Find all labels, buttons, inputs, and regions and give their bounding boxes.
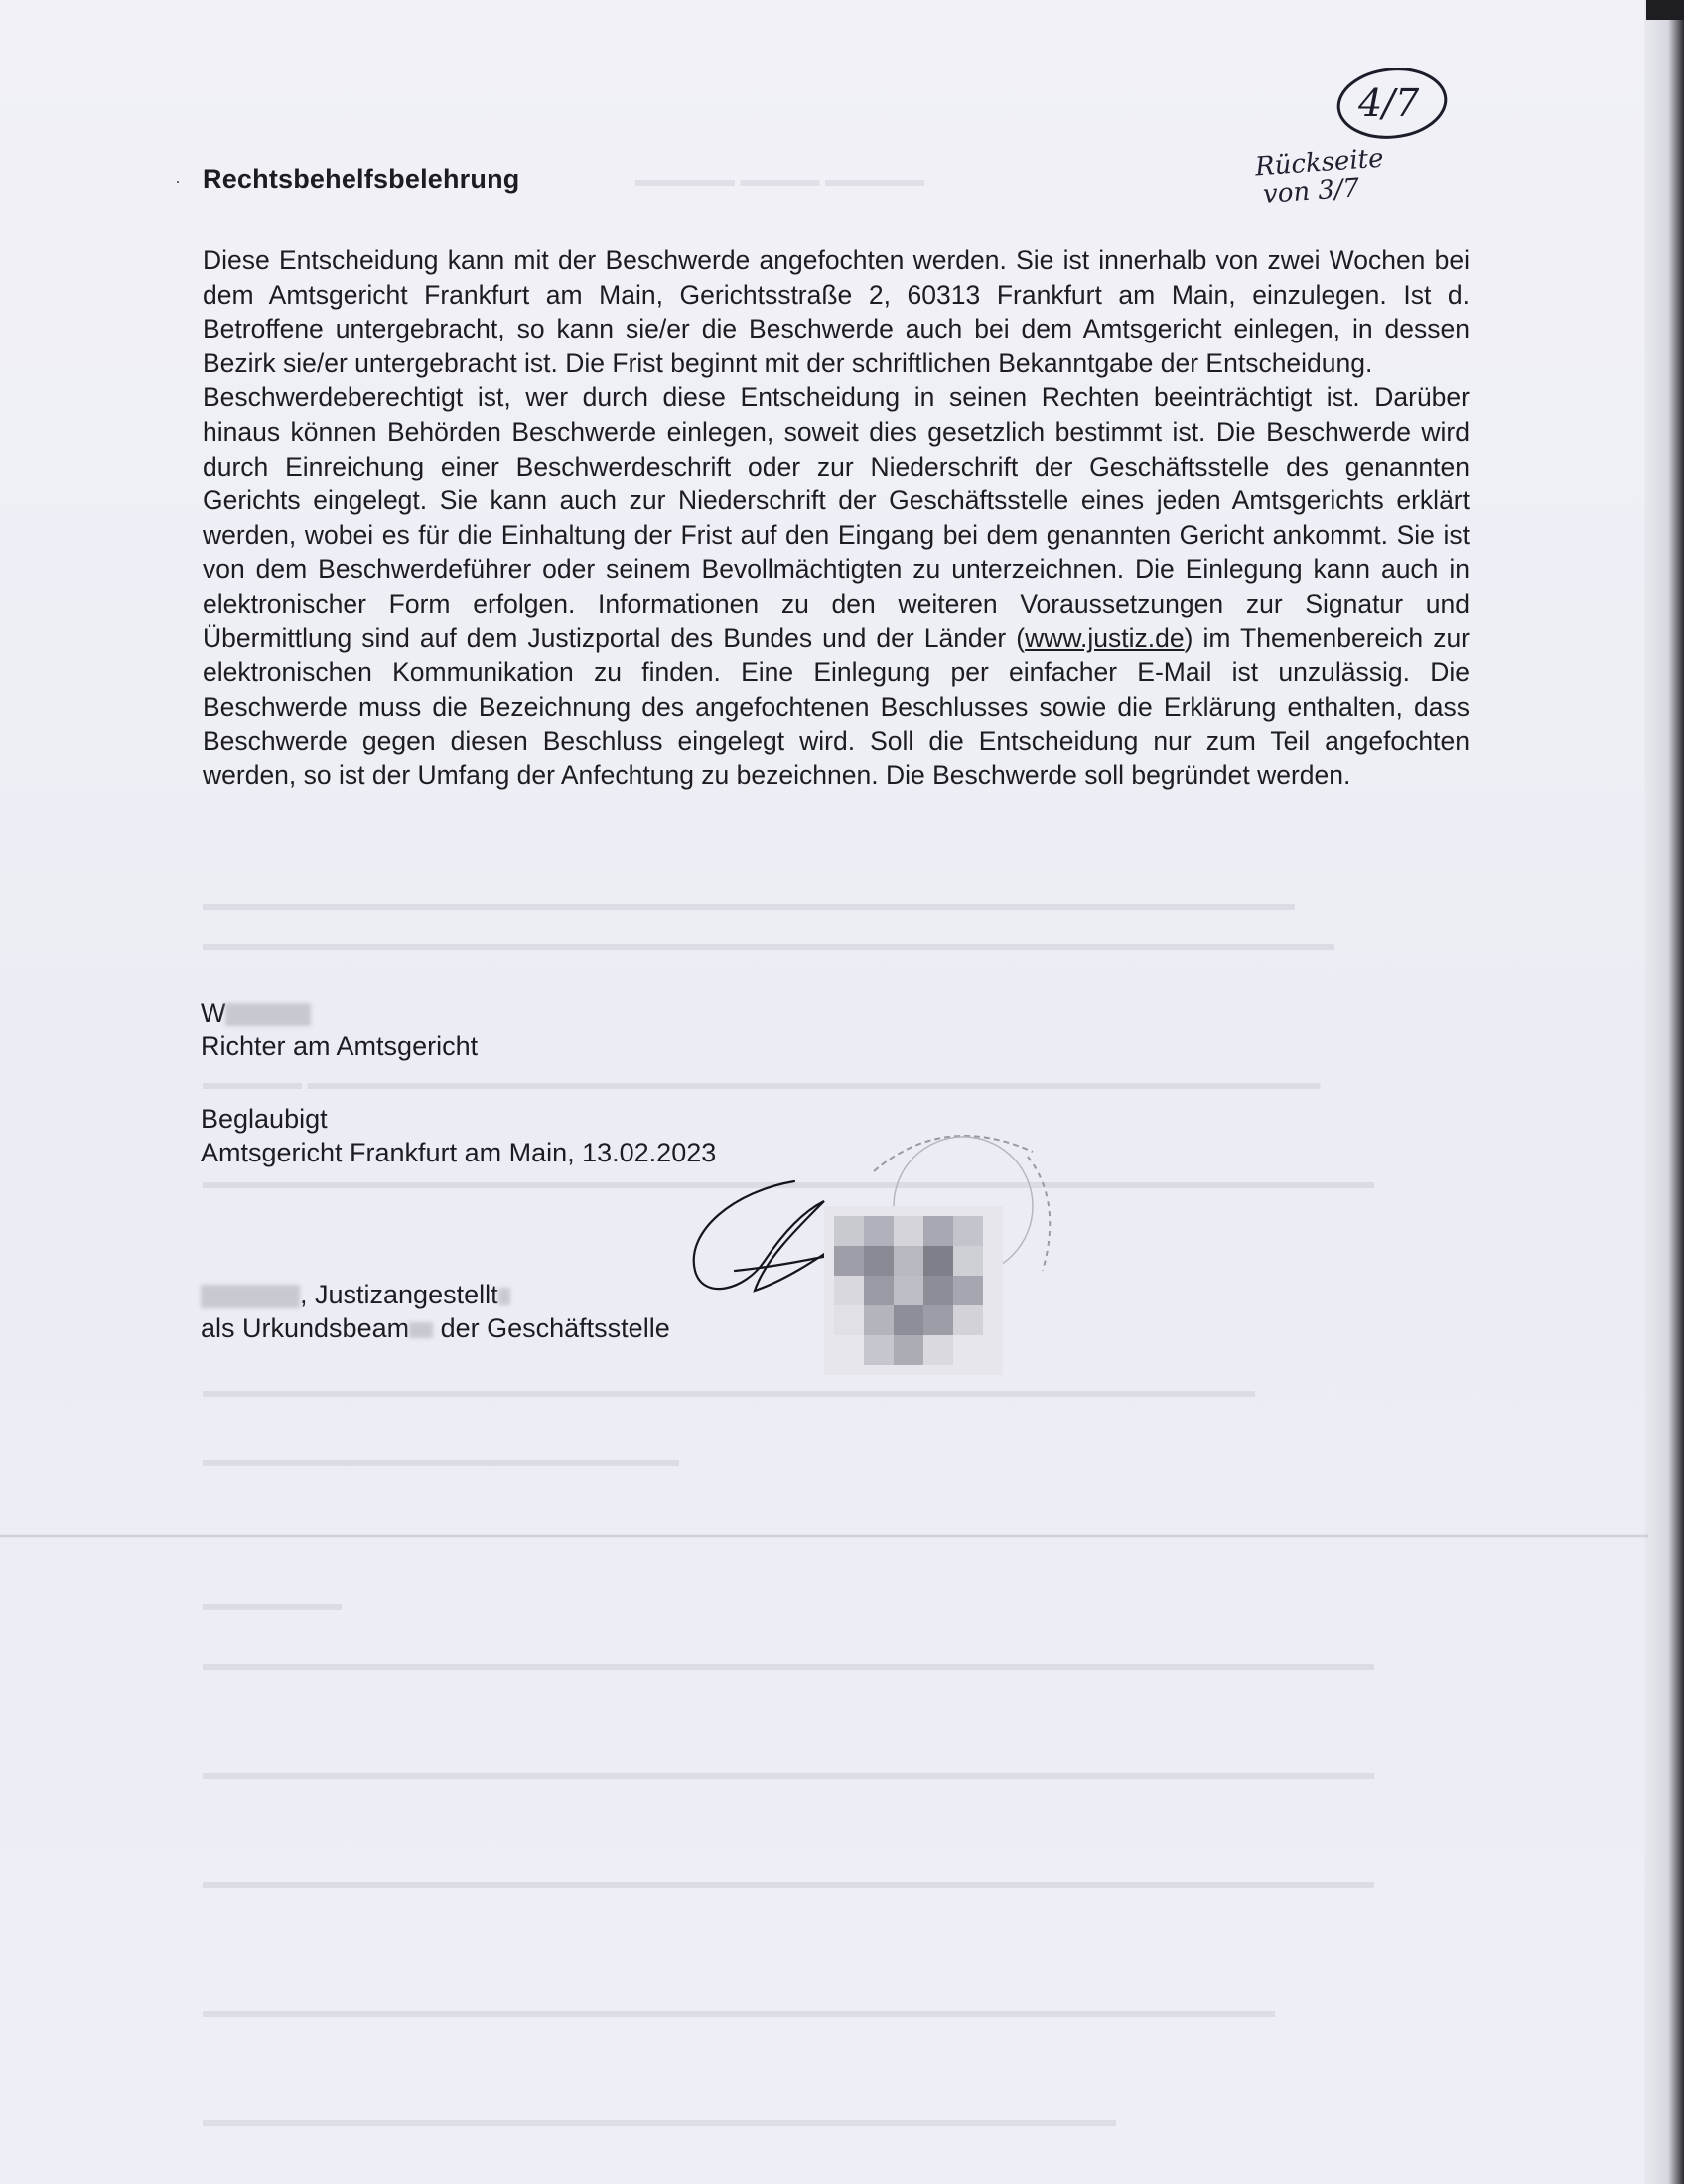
margin-dot: · [175, 171, 181, 191]
show-through-text: ▬▬▬▬▬▬▬▬▬▬▬▬▬▬▬▬▬▬▬▬▬▬▬▬▬▬▬▬▬▬▬▬▬▬▬▬▬▬▬▬▬▬▬▬▬▬▬▬▬▬▬▬▬▬▬▬▬▬▬ [203, 1171, 1374, 1193]
legal-notice-body [203, 243, 1470, 793]
show-through-text: ▬▬▬▬▬ ▬▬▬▬▬▬▬▬▬▬▬▬▬▬▬▬▬▬▬▬▬▬▬▬▬▬▬▬▬▬▬▬▬▬▬▬▬▬▬▬▬▬▬▬▬▬▬▬▬▬▬ [203, 1072, 1321, 1094]
page-number-text: 4/7 [1358, 81, 1420, 125]
paragraph-appeal-deadline: Diese Entscheidung kann mit der Beschwerde angefochten werden. Sie ist innerhalb von zwei Wochen bei dem Amtsgericht Frankfurt am Main, Gerichtsstraße 2, 60313 Frankfurt am Main, einzulegen. Ist d. Betroffene untergebracht, so kann sie/er die Beschwerde auch bei dem Amtsgericht einlegen, in dessen Bezirk sie/er untergebracht ist. Die Frist beginnt mit der schriftlichen Bekanntgabe der Entscheidung. [203, 245, 1470, 378]
show-through-text: ▬▬▬▬▬▬▬▬▬▬▬▬▬▬▬▬▬▬▬▬▬▬▬▬▬▬▬▬▬▬▬▬▬▬▬▬▬▬▬▬▬▬▬▬▬▬▬▬▬▬▬▬▬▬▬▬▬▬▬ [203, 1762, 1374, 1784]
clerk-role [201, 1278, 670, 1311]
clerk-office-text: der Geschäftsstelle [433, 1313, 670, 1343]
show-through-text: ▬▬▬▬▬ ▬▬▬▬ ▬▬▬▬▬ [635, 169, 925, 191]
show-through-text: ▬▬▬▬▬▬▬▬▬▬▬▬▬▬▬▬▬▬▬▬▬▬▬▬▬▬▬▬▬▬▬▬▬▬▬▬▬▬▬▬▬▬▬▬▬▬▬▬▬▬▬▬▬▬▬▬▬▬▬ [203, 1871, 1374, 1893]
redacted-char [409, 1322, 433, 1338]
scan-edge-corner [1646, 0, 1684, 20]
justiz-portal-link[interactable]: www.justiz.de [1025, 622, 1185, 653]
judge-name-initial: W [201, 998, 226, 1027]
clerk-office [201, 1311, 670, 1345]
show-through-text: ▬▬▬▬▬▬▬▬▬▬▬▬▬▬▬▬▬▬▬▬▬▬▬▬▬▬▬▬▬▬▬▬▬▬▬▬▬▬▬▬▬▬▬▬▬▬▬▬▬▬▬▬▬▬ [203, 2000, 1275, 2022]
show-through-text: ▬▬▬▬▬▬▬▬▬▬▬▬▬▬▬▬▬▬▬▬▬▬▬▬▬▬▬▬▬▬▬▬▬▬▬▬▬▬▬▬▬▬▬▬▬▬▬▬▬▬▬▬▬ [203, 1380, 1255, 1402]
paper-fold-line [0, 1534, 1648, 1538]
margin-note-line-1: Rückseite [1254, 143, 1385, 183]
judge-title-part: Richter [201, 1031, 286, 1061]
show-through-text: ▬▬▬▬▬▬▬ [203, 1593, 342, 1615]
show-through-text: ▬▬▬▬▬▬▬▬▬▬▬▬▬▬▬▬▬▬▬▬▬▬▬▬ [203, 1449, 679, 1471]
redacted-name [225, 1003, 311, 1026]
handwritten-page-number [1333, 62, 1452, 149]
judge-title-part: am Amtsgericht [285, 1031, 479, 1061]
redacted-name [201, 1285, 300, 1308]
paragraph-text-part: ) im Themenbereich zur elektronischen Kommunikation zu finden. Eine Einlegung per einfacher E-Mail ist unzulässig. Die Beschwerde muss die Bezeichnung des angefochtenen Beschlusses sowie die Erklärung enthalten, dass Beschwerde gegen diesen Beschluss eingelegt wird. Soll die Entscheidung nur zum Teil angefochten werden, so ist der Umfang der Anfechtung zu bezeichnen. Die Beschwerde soll begründet werden. [203, 622, 1471, 790]
redacted-char [498, 1288, 510, 1305]
show-through-text: ▬▬▬▬▬▬▬▬▬▬▬▬▬▬▬▬▬▬▬▬▬▬▬▬▬▬▬▬▬▬▬▬▬▬▬▬▬▬▬▬▬▬▬▬▬▬▬▬▬▬▬▬▬▬▬ [203, 893, 1295, 915]
certification-label: Beglaubigt [201, 1104, 328, 1134]
judge-name [201, 996, 478, 1029]
certification-block [201, 1102, 716, 1169]
redacted-signature-pixelated [824, 1206, 1003, 1375]
section-heading: Rechtsbehelfsbelehrung [203, 164, 520, 194]
clerk-office-text: als Urkundsbeam [201, 1313, 410, 1343]
judge-signature-block [201, 996, 478, 1063]
show-through-text: ▬▬▬▬▬▬▬▬▬▬▬▬▬▬▬▬▬▬▬▬▬▬▬▬▬▬▬▬▬▬▬▬▬▬▬▬▬▬▬▬▬▬▬▬▬▬▬▬▬▬▬▬▬▬▬▬▬▬▬ [203, 1653, 1374, 1675]
clerk-signature-block [201, 1278, 670, 1345]
scan-edge-shadow [1644, 0, 1684, 2184]
show-through-text: ▬▬▬▬▬▬▬▬▬▬▬▬▬▬▬▬▬▬▬▬▬▬▬▬▬▬▬▬▬▬▬▬▬▬▬▬▬▬▬▬▬▬▬▬▬▬ [203, 2110, 1116, 2131]
paragraph-text-part: Beschwerdeberechtigt ist, wer durch diese Entscheidung in seinen Rechten beeinträchtigt ist. Darüber hinaus können Behörden Beschwerde einlegen, soweit dies gesetzlich bestimmt ist. Die Beschwerde wird durch Einreichung einer Beschwerdeschrift oder zur Niederschrift der Geschäftsstelle des genannten Gerichts eingelegt. Sie kann auch zur Niederschrift der Geschäftsstelle eines jeden Amtsgerichts erklärt werden, wobei es für die Einhaltung der Frist auf den Eingang bei dem genannten Gericht ankommt. Sie ist von dem Beschwerdeführer oder seinem Bevollmächtigten zu unterzeichnen. Die Einlegung kann auch in elektronischer Form erfolgen. Informationen zu den weiteren Voraussetzungen zur Signatur und Übermittlung sind auf dem Justizportal des Bundes und der Länder ( [203, 382, 1470, 653]
paragraph-appeal-procedure [203, 380, 1470, 792]
clerk-role-text: , Justizangestellt [300, 1280, 498, 1309]
margin-note-line-2: von 3/7 [1262, 173, 1361, 210]
handwritten-margin-note [1254, 145, 1386, 209]
show-through-text: ▬▬▬▬▬▬▬▬▬▬▬▬▬▬▬▬▬▬▬▬▬▬▬▬▬▬▬▬▬▬▬▬▬▬▬▬▬▬▬▬▬▬▬▬▬▬▬▬▬▬▬▬▬▬▬▬▬ [203, 933, 1334, 955]
certification-place-date: Amtsgericht Frankfurt am Main, 13.02.2023 [201, 1138, 717, 1167]
judge-title [201, 1029, 478, 1063]
